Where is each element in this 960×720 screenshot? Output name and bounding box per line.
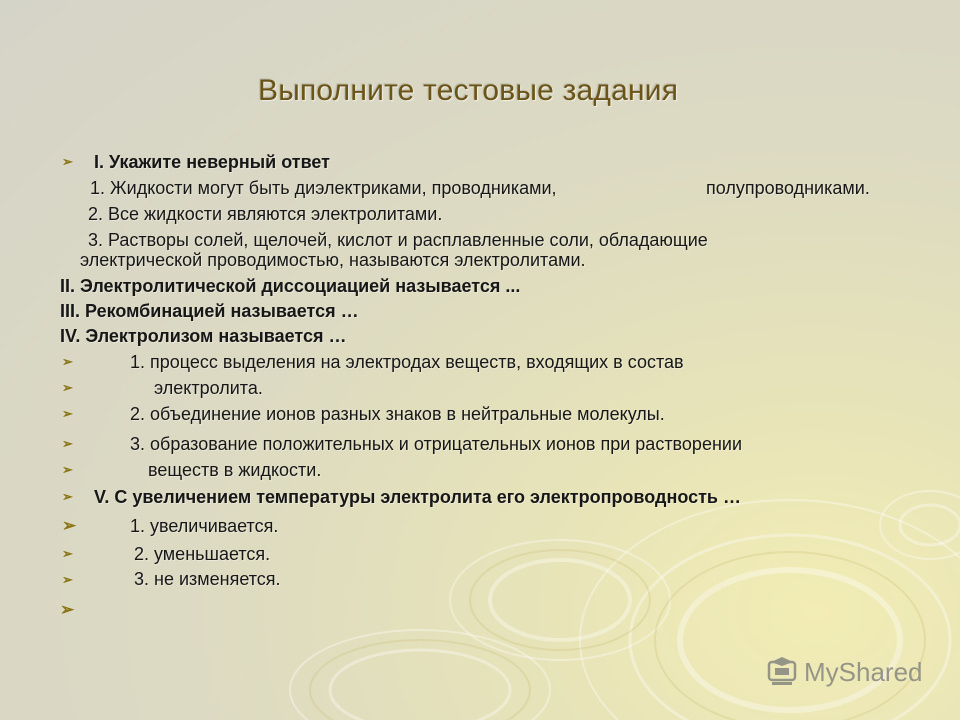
question-4-header: IV. Электролизом называется … — [60, 326, 347, 346]
bullet-arrow-icon: ➢ — [62, 489, 73, 504]
question-1-option-1: 1. Жидкости могут быть диэлектриками, проводниками, — [90, 178, 557, 198]
question-1-header: I. Укажите неверный ответ — [94, 152, 330, 172]
question-4-option-3-line-2: веществ в жидкости. — [148, 460, 322, 480]
question-4-option-1-line-2: электролита. — [154, 378, 263, 398]
bullet-arrow-icon: ➢ — [62, 572, 73, 587]
question-5-option-2: 2. уменьшается. — [134, 544, 271, 564]
bullet-arrow-icon: ➢ — [62, 436, 73, 451]
bullet-arrow-icon: ➢ — [62, 546, 73, 561]
question-2: II. Электролитической диссоциацией называется ... — [60, 276, 521, 296]
question-4-option-1-line-1: 1. процесс выделения на электродах веществ, входящих в состав — [130, 352, 684, 372]
slide-title: Выполните тестовые задания — [258, 74, 679, 107]
mortarboard-icon — [766, 656, 798, 688]
bullet-arrow-icon: ➢ — [62, 380, 73, 395]
watermark-text: MyShared — [804, 656, 923, 687]
bullet-arrow-icon: ➢ — [62, 462, 73, 477]
bullet-arrow-icon: ➢ — [62, 516, 77, 535]
bullet-arrow-icon: ➢ — [62, 154, 73, 169]
watermark-logo — [766, 656, 923, 688]
question-5-header: V. С увеличением температуры электролита его электропроводность … — [94, 487, 741, 507]
question-4-option-3-line-1: 3. образование положительных и отрицательных ионов при растворении — [130, 434, 742, 454]
bullet-arrow-icon: ➢ — [60, 600, 75, 619]
question-5-option-3: 3. не изменяется. — [134, 569, 281, 589]
bullet-arrow-icon: ➢ — [62, 406, 73, 421]
question-5-option-1: 1. увеличивается. — [130, 516, 279, 536]
question-3: III. Рекомбинацией называется … — [60, 301, 359, 321]
question-1-option-1-tail: полупроводниками. — [706, 178, 870, 198]
question-1-option-2: 2. Все жидкости являются электролитами. — [88, 204, 443, 224]
question-1-option-3-line-1: 3. Растворы солей, щелочей, кислот и расплавленные соли, обладающие — [88, 230, 708, 250]
question-1-option-3-line-2: электрической проводимостью, называются электролитами. — [80, 250, 586, 270]
question-4-option-2: 2. объединение ионов разных знаков в нейтральные молекулы. — [130, 404, 665, 424]
bullet-arrow-icon: ➢ — [62, 354, 73, 369]
